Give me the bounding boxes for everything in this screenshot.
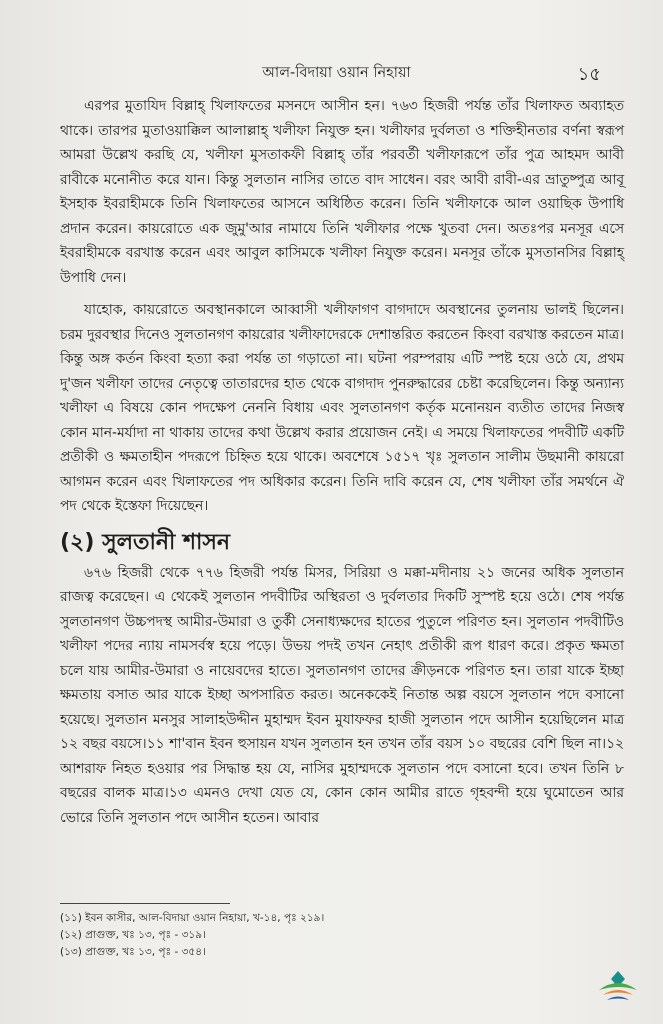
- footnote-divider: [60, 903, 230, 904]
- footnote-12: (১২) প্রাগুক্ত, খঃ ১৩, পৃঃ - ৩১৯।: [60, 929, 206, 941]
- running-header: [60, 62, 613, 86]
- footnote-11: (১১) ইবন কাসীর, আল-বিদায়া ওয়ান নিহায়া, খ-১৪, পৃঃ ২১৯।: [60, 912, 325, 924]
- footnotes: [60, 910, 580, 961]
- publisher-logo-icon: [595, 968, 641, 1004]
- paragraph-3: ৬৭৬ হিজরী থেকে ৭৭৬ হিজরী পর্যন্ত মিসর, সিরিয়া ও মক্কা-মদীনায় ২১ জনের অধিক সুলতান রাজত্ব করেছেন। এ থেকেই সুলতান পদবীটির অস্থিরতা ও দুর্বলতার দিকটি সুস্পষ্ট হয়ে ওঠে। শেষ পর্যন্ত সুলতানগণ উচ্চপদস্থ আমীর-উমারা ও তুর্কী সেনাধ্যক্ষদের হাতের পুতুলে পরিণত হন। সুলতান পদবীটিও খলীফা পদের ন্যায় নামসর্বস্ব হয়ে পড়ে। উভয় পদই তখন নেহাৎ প্রতীকী রূপ ধারণ করে। প্রকৃত ক্ষমতা চলে যায় আমীর-উমারা ও নায়েবদের হাতে। সুলতানগণ তাদের ক্রীড়নকে পরিণত হন। তারা যাকে ইচ্ছা ক্ষমতায় বসাত আর যাকে ইচ্ছা অপসারিত করত। অনেককেই নিতান্ত অল্প বয়সে সুলতান পদে বসানো হয়েছে। সুলতান মনসুর সালাহউদ্দীন মুহাম্মদ ইবন মুযাফফর হাজী সুলতান পদে আসীন হয়েছিলেন মাত্র ১২ বছর বয়সে।১১ শা'বান ইবন হুসায়ন যখন সুলতান হন তখন তাঁর বয়স ১০ বছরের বেশি ছিল না।১২ আশরাফ নিহত হওয়ার পর সিদ্ধান্ত হয় যে, নাসির মুহাম্মদকে সুলতান পদে বসানো হবে। তখন তিনি ৮ বছরের বালক মাত্র।১৩ এমনও দেখা যেত যে, কোন কোন আমীর রাতে গৃহবন্দী হয়ে ঘুমোতেন আর ভোরে তিনি সুলতান পদে আসীন হতেন। আবার: [60, 564, 624, 826]
- paragraph-2: যাহোক, কায়রোতে অবস্থানকালে আব্বাসী খলীফাগণ বাগদাদে অবস্থানের তুলনায় ভালই ছিলেন। চরম দুরবস্থার দিনেও সুলতানগণ কায়রোর খলীফাদেরকে দেশান্তরিত করতেন কিংবা বরখাস্ত করতেন মাত্র। কিন্তু অঙ্গ কর্তন কিংবা হত্যা করা পর্যন্ত তা গড়াতো না। ঘটনা পরম্পরায় এটি স্পষ্ট হয়ে ওঠে যে, প্রথম দু'জন খলীফা তাদের নেতৃত্বে তাতারদের হাত থেকে বাগদাদ পুনরুদ্ধারের চেষ্টা করেছিলেন। কিন্তু অন্যান্য খলীফা এ বিষয়ে কোন পদক্ষেপ নেননি বিধায় এবং সুলতানগণ কর্তৃক মনোনয়ন ব্যতীত তাদের নিজস্ব কোন মান-মর্যাদা না থাকায় তাদের কথা উল্লেখ করার প্রয়োজন নেই। এ সময়ে খিলাফতের পদবীটি একটি প্রতীকী ও ক্ষমতাহীন পদরূপে চিহ্নিত হয়ে থাকে। অবশেষে ১৫১৭ খৃঃ সুলতান সালীম উছমানী কায়রো আগমন করেন এবং খিলাফতের পদ অধিকার করেন। তিনি দাবি করেন যে, শেষ খলীফা তাঁর সমর্থনে ঐ পদ থেকে ইস্তেফা দিয়েছেন।: [60, 302, 624, 514]
- page-number: ১৫: [577, 64, 601, 85]
- book-title: আল-বিদায়া ওয়ান নিহায়া: [262, 65, 411, 81]
- footnote-13: (১৩) প্রাগুক্ত, খঃ ১৩, পৃঃ - ৩৫৪।: [60, 946, 206, 958]
- section-heading: (২) সুলতানী শাসন: [60, 529, 231, 555]
- paragraph-1: এরপর মুতাযিদ বিল্লাহ্ খিলাফতের মসনদে আসীন হন। ৭৬৩ হিজরী পর্যন্ত তাঁর খিলাফত অব্যাহত থাকে। তারপর মুতাওয়াক্কিল আলাল্লাহ্ খলীফা নিযুক্ত হন। খলীফার দুর্বলতা ও শক্তিহীনতার বর্ণনা স্বরূপ আমরা উল্লেখ করছি যে, খলীফা মুসতাকফী বিল্লাহ্ তাঁর পরবর্তী খলীফারূপে তাঁর পুত্র আহমদ আবী রাবীকে মনোনীত করে যান। কিন্তু সুলতান নাসির তাতে বাদ সাধেন। বরং আবী রাবী-এর ভ্রাতুষ্পুত্র আবূ ইসহাক ইবরাহীমকে তিনি খিলাফতের আসনে অধিষ্ঠিত করেন। তিনি খলীফাকে আল ওয়াছিক উপাধি প্রদান করেন। কায়রোতে এক জুমু'আর নামাযে তিনি খলীফার পক্ষে খুতবা দেন। অতঃপর মনসূর এসে ইবরাহীমকে বরখাস্ত করেন এবং আবুল কাসিমকে খলীফা নিযুক্ত করেন। মনসূর তাঁকে মুসতানসির বিল্লাহ্ উপাধি দেন।: [60, 98, 624, 286]
- main-text: [60, 94, 624, 838]
